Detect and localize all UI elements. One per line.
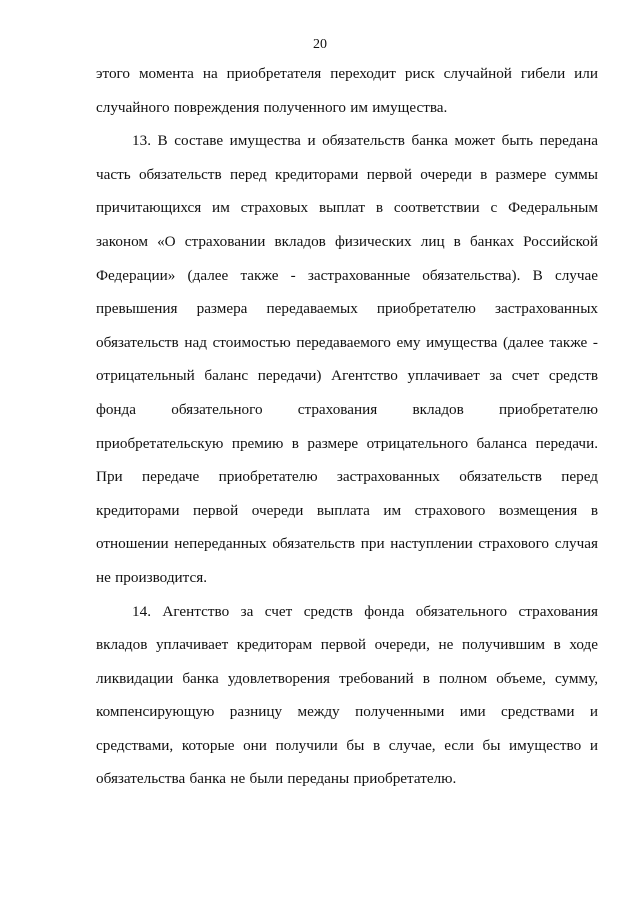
paragraph-item-13: 13. В составе имущества и обязательств банка может быть передана часть обязательств перед кредиторами первой очереди в размере суммы причитающихся им страховых выплат в соответствии с Федеральным законом «О страховании вкладов физических лиц в банках Российской Федерации» (далее также - застрахованные обязательства). В случае превышения размера передаваемых приобретателю застрахованных обязательств над стоимостью передаваемого ему имущества (далее также - отрицательный баланс передачи) Агентство уплачивает за счет средств фонда обязательного страхования вкладов приобретателю приобретательскую премию в размере отрицательного баланса передачи. При передаче приобретателю застрахованных обязательств перед кредиторами первой очереди выплата им страхового возмещения в отношении непереданных обязательств при наступлении страхового случая не производится. [96, 132, 598, 586]
paragraph-item-14: 14. Агентство за счет средств фонда обязательного страхования вкладов уплачивает кредиторам первой очереди, не получившим в ходе ликвидации банка удовлетворения требований в полном объеме, сумму, компенсирующую разницу между полученными ими средствами и средствами, которые они получили бы в случае, если бы имущество и обязательства банка не были переданы приобретателю. [96, 602, 598, 788]
paragraph-continuation: этого момента на приобретателя переходит риск случайной гибели или случайного повреждения полученного им имущества. [96, 65, 598, 116]
page-number: 20 [313, 37, 327, 52]
document-body [96, 57, 598, 796]
